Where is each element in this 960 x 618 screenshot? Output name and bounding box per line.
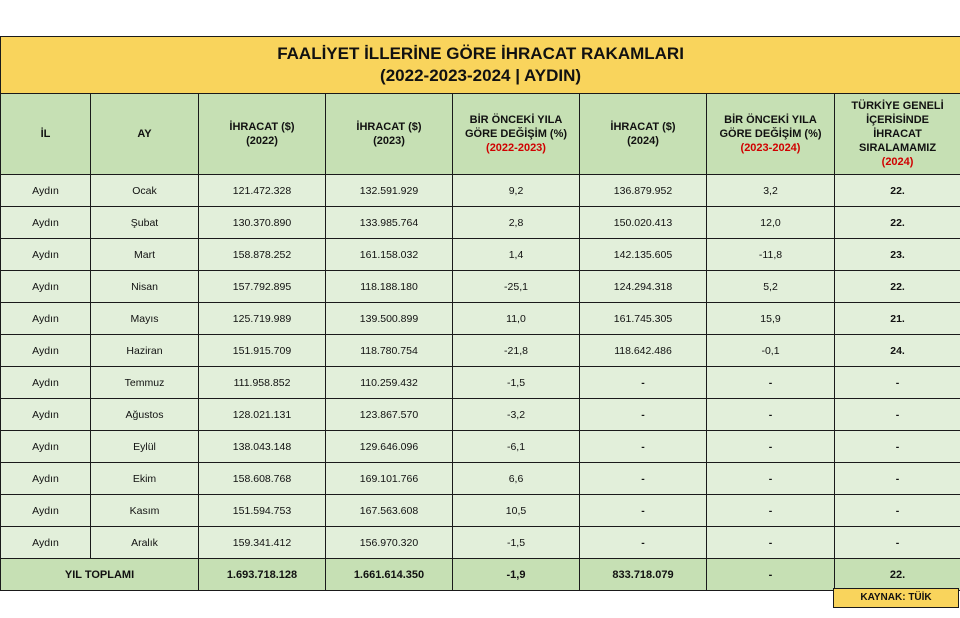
table-body [1,175,960,559]
table-row [1,303,960,335]
cell-degisim-2022-2023: 6,6 [453,463,580,495]
cell-degisim-2023-2024: - [707,431,835,463]
cell-il: Aydın [1,271,91,303]
cell-degisim-2022-2023: 9,2 [453,175,580,207]
cell-ihracat-2022: 151.594.753 [199,495,326,527]
total-rank: 22. [835,559,960,591]
cell-ay: Eylül [91,431,199,463]
total-label: YIL TOPLAMI [1,559,199,591]
cell-ay: Mayıs [91,303,199,335]
cell-ay: Nisan [91,271,199,303]
table-row [1,239,960,271]
cell-il: Aydın [1,431,91,463]
cell-ay: Mart [91,239,199,271]
cell-ay: Kasım [91,495,199,527]
cell-degisim-2023-2024: - [707,367,835,399]
header-il: İL [1,94,91,175]
cell-rank: - [835,399,960,431]
table-row [1,431,960,463]
cell-il: Aydın [1,527,91,559]
cell-rank: - [835,495,960,527]
cell-ay: Ekim [91,463,199,495]
cell-degisim-2022-2023: -1,5 [453,527,580,559]
cell-ihracat-2024: - [580,431,707,463]
cell-ay: Temmuz [91,367,199,399]
cell-ay: Haziran [91,335,199,367]
cell-rank: - [835,527,960,559]
cell-degisim-2023-2024: - [707,399,835,431]
cell-ihracat-2023: 161.158.032 [326,239,453,271]
total-2024: 833.718.079 [580,559,707,591]
source-note: KAYNAK: TÜİK [833,588,959,608]
cell-degisim-2022-2023: 11,0 [453,303,580,335]
cell-il: Aydın [1,303,91,335]
cell-ihracat-2024: - [580,527,707,559]
total-2022: 1.693.718.128 [199,559,326,591]
cell-ihracat-2024: 142.135.605 [580,239,707,271]
table-row [1,271,960,303]
header-degisim-2022-2023: BİR ÖNCEKİ YILA GÖRE DEĞİŞİM (%) (2022-2023) [453,94,580,175]
cell-degisim-2022-2023: -3,2 [453,399,580,431]
header-ihracat-2023: İHRACAT ($) (2023) [326,94,453,175]
table-row [1,527,960,559]
cell-rank: - [835,431,960,463]
cell-degisim-2023-2024: - [707,495,835,527]
cell-ihracat-2022: 151.915.709 [199,335,326,367]
cell-degisim-2023-2024: 5,2 [707,271,835,303]
cell-ihracat-2024: - [580,463,707,495]
header-ihracat-2022: İHRACAT ($) (2022) [199,94,326,175]
cell-ihracat-2024: 150.020.413 [580,207,707,239]
cell-il: Aydın [1,335,91,367]
cell-ay: Şubat [91,207,199,239]
cell-ihracat-2023: 139.500.899 [326,303,453,335]
cell-ihracat-2024: 124.294.318 [580,271,707,303]
cell-ihracat-2023: 123.867.570 [326,399,453,431]
cell-il: Aydın [1,463,91,495]
cell-ihracat-2022: 130.370.890 [199,207,326,239]
cell-ihracat-2023: 118.780.754 [326,335,453,367]
cell-degisim-2022-2023: 1,4 [453,239,580,271]
table-row [1,207,960,239]
cell-degisim-2023-2024: 12,0 [707,207,835,239]
cell-ihracat-2023: 110.259.432 [326,367,453,399]
cell-ihracat-2023: 129.646.096 [326,431,453,463]
cell-degisim-2023-2024: - [707,527,835,559]
cell-ihracat-2022: 157.792.895 [199,271,326,303]
header-siralama: TÜRKİYE GENELİ İÇERİSİNDE İHRACAT SIRALAMAMIZ (2024) [835,94,960,175]
cell-ihracat-2023: 118.188.180 [326,271,453,303]
cell-ihracat-2023: 156.970.320 [326,527,453,559]
cell-degisim-2022-2023: 10,5 [453,495,580,527]
total-row [1,559,960,591]
table-row [1,335,960,367]
cell-ihracat-2023: 133.985.764 [326,207,453,239]
cell-rank: 22. [835,271,960,303]
total-degisim-2023-2024: - [707,559,835,591]
header-row [1,94,960,175]
cell-ihracat-2024: - [580,367,707,399]
cell-rank: 24. [835,335,960,367]
cell-ihracat-2022: 159.341.412 [199,527,326,559]
cell-il: Aydın [1,399,91,431]
cell-rank: - [835,463,960,495]
export-table-container [0,36,960,591]
cell-rank: 21. [835,303,960,335]
cell-degisim-2022-2023: -1,5 [453,367,580,399]
table-title [1,37,960,94]
table-row [1,175,960,207]
cell-rank: 22. [835,207,960,239]
total-2023: 1.661.614.350 [326,559,453,591]
cell-ay: Ağustos [91,399,199,431]
cell-ihracat-2024: 136.879.952 [580,175,707,207]
cell-ihracat-2023: 132.591.929 [326,175,453,207]
cell-degisim-2023-2024: 3,2 [707,175,835,207]
cell-ihracat-2022: 158.878.252 [199,239,326,271]
cell-il: Aydın [1,495,91,527]
cell-ay: Aralık [91,527,199,559]
table-row [1,463,960,495]
cell-ihracat-2023: 167.563.608 [326,495,453,527]
header-ay: AY [91,94,199,175]
title-line-1: FAALİYET İLLERİNE GÖRE İHRACAT RAKAMLARI [277,44,684,63]
cell-ihracat-2022: 158.608.768 [199,463,326,495]
cell-ihracat-2022: 111.958.852 [199,367,326,399]
cell-degisim-2023-2024: 15,9 [707,303,835,335]
cell-il: Aydın [1,175,91,207]
cell-ihracat-2022: 128.021.131 [199,399,326,431]
cell-il: Aydın [1,367,91,399]
cell-degisim-2023-2024: -11,8 [707,239,835,271]
header-degisim-2023-2024: BİR ÖNCEKİ YILA GÖRE DEĞİŞİM (%) (2023-2024) [707,94,835,175]
title-line-2: (2022-2023-2024 | AYDIN) [380,66,582,85]
cell-rank: - [835,367,960,399]
cell-degisim-2022-2023: -21,8 [453,335,580,367]
header-ihracat-2024: İHRACAT ($) (2024) [580,94,707,175]
cell-degisim-2022-2023: 2,8 [453,207,580,239]
cell-degisim-2022-2023: -25,1 [453,271,580,303]
cell-degisim-2022-2023: -6,1 [453,431,580,463]
cell-rank: 23. [835,239,960,271]
total-degisim-2022-2023: -1,9 [453,559,580,591]
cell-ay: Ocak [91,175,199,207]
cell-ihracat-2022: 125.719.989 [199,303,326,335]
cell-ihracat-2024: 118.642.486 [580,335,707,367]
cell-degisim-2023-2024: - [707,463,835,495]
cell-rank: 22. [835,175,960,207]
table-row [1,399,960,431]
cell-ihracat-2023: 169.101.766 [326,463,453,495]
cell-il: Aydın [1,239,91,271]
cell-ihracat-2024: - [580,399,707,431]
export-table [0,36,960,591]
cell-ihracat-2022: 138.043.148 [199,431,326,463]
cell-il: Aydın [1,207,91,239]
cell-ihracat-2024: 161.745.305 [580,303,707,335]
cell-ihracat-2022: 121.472.328 [199,175,326,207]
table-row [1,367,960,399]
cell-degisim-2023-2024: -0,1 [707,335,835,367]
cell-ihracat-2024: - [580,495,707,527]
table-row [1,495,960,527]
